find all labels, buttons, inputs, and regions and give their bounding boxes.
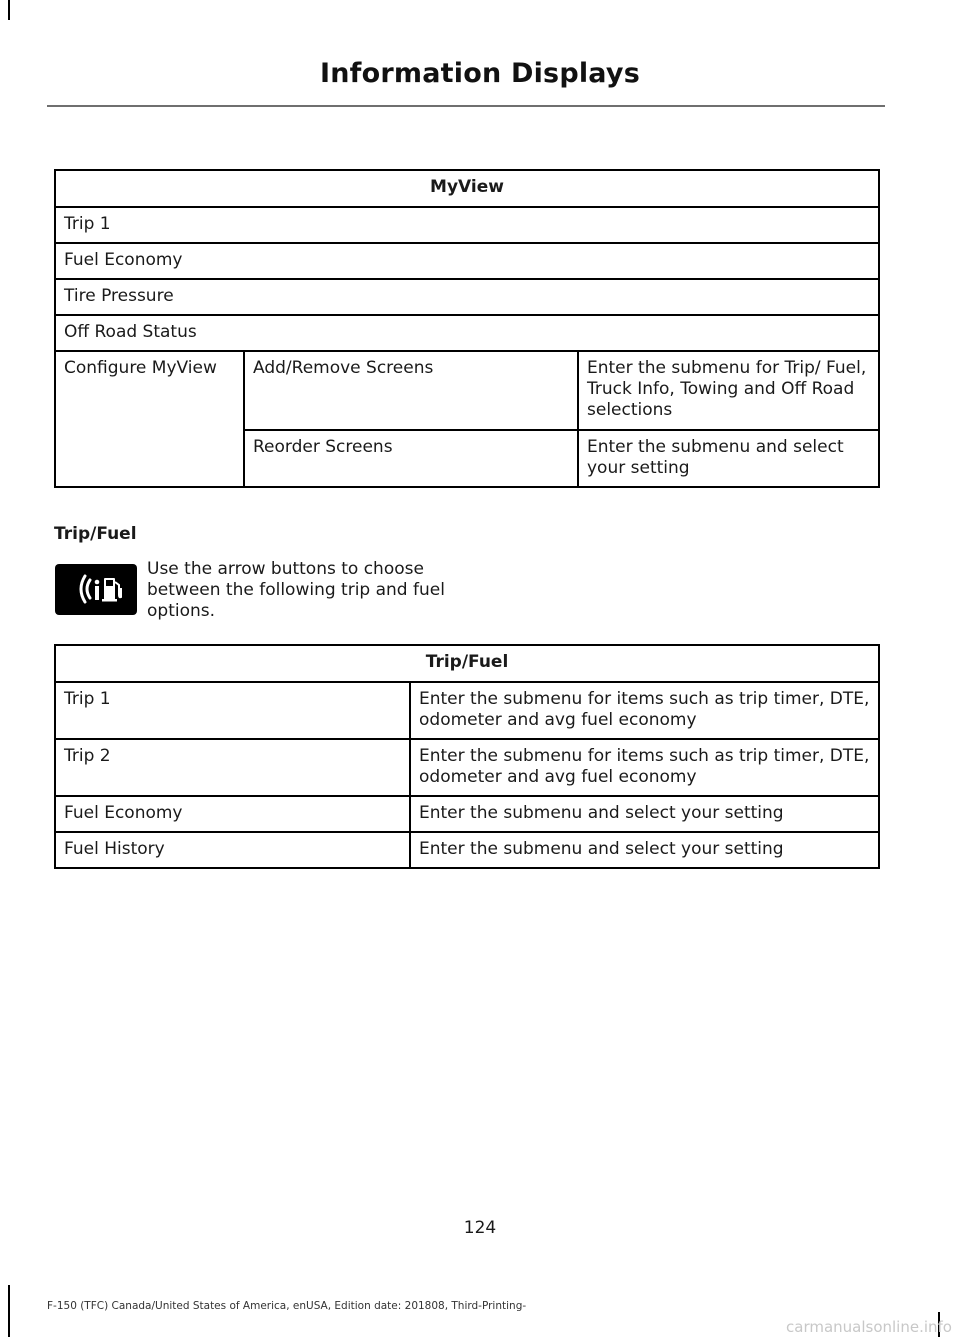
- table-caption: Trip/Fuel: [55, 645, 879, 682]
- table-row: [55, 315, 879, 351]
- table-cell: Enter the submenu for Trip/ Fuel, Truck Info, Towing and Off Road selections: [578, 351, 879, 430]
- table-row: [55, 279, 879, 315]
- fuel-pump-info-icon: [55, 564, 137, 615]
- trip-fuel-table: [54, 644, 880, 869]
- table-cell: Reorder Screens: [244, 430, 578, 487]
- table-row: [55, 243, 879, 279]
- table-cell: Tire Pressure: [55, 279, 879, 315]
- header-divider: [47, 105, 885, 107]
- table-cell: Enter the submenu for items such as trip timer, DTE, odometer and avg fuel economy: [410, 682, 879, 739]
- table-row: [55, 739, 879, 796]
- table-row: [55, 796, 879, 832]
- myview-table: [54, 169, 880, 488]
- table-row: [55, 351, 879, 430]
- page-title: Information Displays: [320, 58, 640, 89]
- table-cell: Add/Remove Screens: [244, 351, 578, 430]
- table-cell: Enter the submenu and select your setting: [410, 832, 879, 868]
- table-row: [55, 832, 879, 868]
- table-cell: Trip 2: [55, 739, 410, 796]
- table-cell: Configure MyView: [55, 351, 244, 487]
- table-cell: Enter the submenu and select your setting: [578, 430, 879, 487]
- watermark: carmanualsonline.info: [786, 1318, 952, 1336]
- table-cell: Enter the submenu for items such as trip timer, DTE, odometer and avg fuel economy: [410, 739, 879, 796]
- section-heading: Trip/Fuel: [54, 524, 137, 544]
- table-row: [55, 207, 879, 243]
- table-caption: MyView: [55, 170, 879, 207]
- table-cell: Fuel History: [55, 832, 410, 868]
- page-number: 124: [463, 1218, 497, 1238]
- table-cell: Fuel Economy: [55, 243, 879, 279]
- table-cell: Enter the submenu and select your setting: [410, 796, 879, 832]
- crop-mark: [8, 1285, 10, 1337]
- edition-footer: F-150 (TFC) Canada/United States of America, enUSA, Edition date: 201808, Third-Printing-: [47, 1300, 527, 1312]
- section-intro: Use the arrow buttons to choose between the following trip and fuel options.: [147, 559, 445, 621]
- table-cell: Fuel Economy: [55, 796, 410, 832]
- table-cell: Trip 1: [55, 682, 410, 739]
- table-cell: Trip 1: [55, 207, 879, 243]
- crop-mark: [8, 0, 10, 20]
- table-row: [55, 682, 879, 739]
- table-cell: Off Road Status: [55, 315, 879, 351]
